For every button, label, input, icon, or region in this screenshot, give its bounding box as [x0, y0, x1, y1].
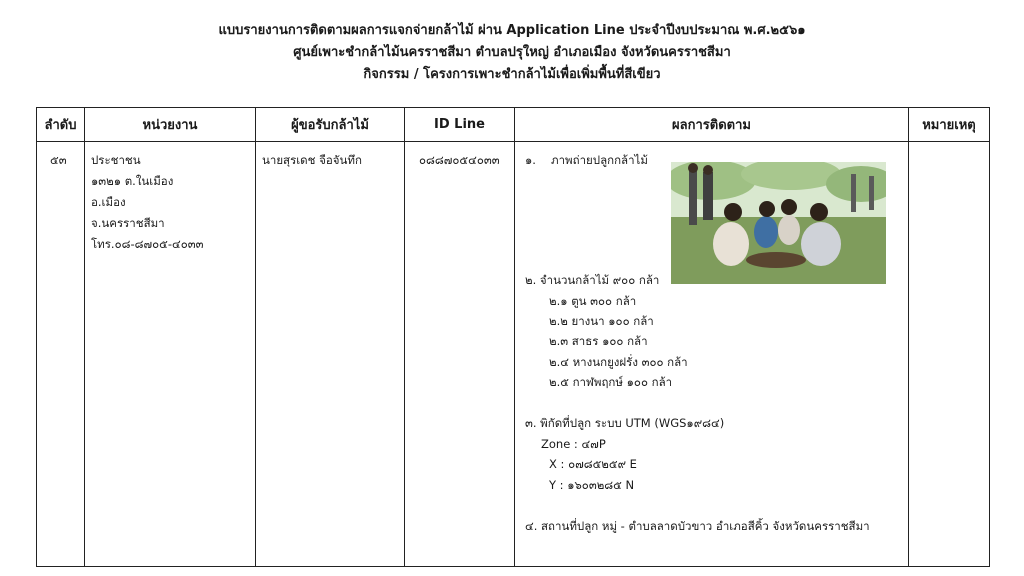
result-item4: ๔. สถานที่ปลูก หมู่ - ตำบลลาดบัวขาว อำเภอสีคิ้ว จังหวัดนครราชสีมา — [525, 519, 870, 533]
planting-photo — [671, 162, 886, 284]
result-coord-y: Y : ๑๖๐๓๒๘๕ N — [549, 478, 635, 492]
id-line-value: ๐๘๘๗๐๕๔๐๓๓ — [419, 153, 500, 167]
planting-photo-illustration — [671, 162, 886, 284]
cell-id-line — [405, 142, 515, 567]
cell-recipient — [256, 142, 405, 567]
agency-line: จ.นครราชสีมา — [91, 216, 165, 230]
result-item1-number: ๑. — [525, 153, 536, 167]
report-title: แบบรายงานการติดตามผลการแจกจ่ายกล้าไม้ ผ่าน Application Line ประจำปีงบประมาณ พ.ศ.๒๕๖๑ — [218, 23, 806, 38]
agency-line: อ.เมือง — [91, 195, 126, 209]
result-species-item: ๒.๔ หางนกยูงฝรั่ง ๓๐๐ กล้า — [549, 355, 688, 369]
cell-note — [909, 142, 990, 567]
result-coord-x: X : ๐๗๘๕๒๕๙ E — [549, 457, 637, 471]
agency-line: ประชาชน — [91, 153, 141, 167]
cell-no — [37, 142, 85, 567]
agency-line: ๑๓๒๑ ต.ในเมือง — [91, 174, 174, 188]
report-subtitle-center: ศูนย์เพาะชำกล้าไม้นครราชสีมา ตำบลปรุใหญ่ อำเภอเมือง จังหวัดนครราชสีมา — [293, 45, 731, 60]
result-zone: Zone : ๔๗P — [541, 437, 606, 451]
table-header-row — [37, 108, 990, 142]
result-species-item: ๒.๑ ตูน ๓๐๐ กล้า — [549, 294, 637, 308]
col-header-result: ผลการติดตาม — [515, 108, 909, 142]
result-species-item: ๒.๓ สาธร ๑๐๐ กล้า — [549, 334, 648, 348]
report-header — [0, 20, 1024, 86]
result-species-item: ๒.๕ กาฬพฤกษ์ ๑๐๐ กล้า — [549, 375, 673, 389]
result-species-item: ๒.๒ ยางนา ๑๐๐ กล้า — [549, 314, 654, 328]
agency-phone: โทร.๐๘-๘๗๐๕-๔๐๓๓ — [91, 237, 204, 251]
report-table — [36, 107, 990, 567]
col-header-no: ลำดับ — [37, 108, 85, 142]
result-item3: ๓. พิกัดที่ปลูก ระบบ UTM (WGS๑๙๘๔) — [525, 416, 725, 430]
result-item2: ๒. จำนวนกล้าไม้ ๙๐๐ กล้า — [525, 273, 660, 287]
cell-agency — [85, 142, 256, 567]
row-number: ๕๓ — [50, 153, 67, 167]
recipient-name: นายสุรเดช จือจันทึก — [262, 153, 362, 167]
result-item1: ภาพถ่ายปลูกกล้าไม้ — [551, 153, 648, 167]
table-row — [37, 142, 990, 567]
cell-result — [515, 142, 909, 567]
col-header-id-line: ID Line — [405, 108, 515, 142]
col-header-agency: หน่วยงาน — [85, 108, 256, 142]
report-subtitle-activity: กิจกรรม / โครงการเพาะชำกล้าไม้เพื่อเพิ่มพื้นที่สีเขียว — [363, 67, 661, 82]
col-header-note: หมายเหตุ — [909, 108, 990, 142]
col-header-recipient: ผู้ขอรับกล้าไม้ — [256, 108, 405, 142]
